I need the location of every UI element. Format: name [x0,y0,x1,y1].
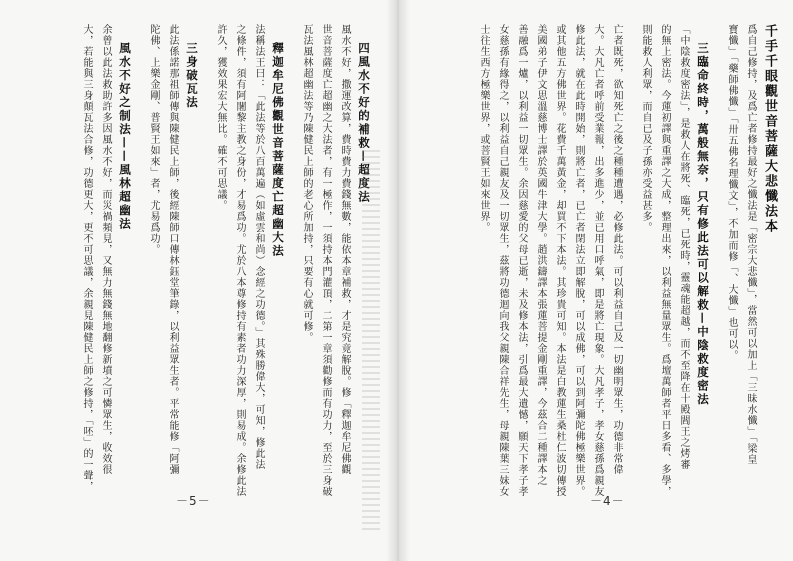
text-column: 風水不好，撒運改算，費時費力費錢無數，能依本章補救，才是究竟解脫。修「釋迦牟尼佛觀 [339,24,350,475]
text-column: 之條件，須有阿闍黎主教之身份，才易爲功。尤於八本尊修持有素者功力深厚，則易成。余修此法 [234,24,245,497]
text-column: 修此法，就在此時開始，則將亡者，已亡者閉法立即解脫，可以成佛，可以到阿彌陀佛極樂世界。 [573,24,584,497]
text-column [629,24,633,324]
text-column: 「中陰救度密法」，是救人在將死、臨死，已死時，靈魂能超越，而不至降在十殿閻王之烤審 [678,24,689,470]
page-number: －4－ [590,494,625,508]
text-column [715,24,719,324]
text-column: 四風水不好的補救—超度法 [357,42,371,204]
text-column: 釋迦牟尼佛觀世音菩薩度亡超幽大法 [271,42,285,258]
text-column: 三身破瓦法 [185,42,199,110]
text-column: 寶懺」「藥師佛懺」「卅五佛名理懺文」，不加而修「、大懺」也可以。 [726,24,737,361]
scan-smudge [362,150,380,530]
text-column: 瓦法風林超幽法等乃陳健民上師的老心所加持，只要有心就可修。 [301,24,312,343]
text-column: 世音菩薩度亡超幽之大法者，有一極作，一須持本門灌頂，二第一章須勸修而有功力，至於三身破 [320,24,331,497]
text-column: 或其他五方佛世界。花費千萬黃金，却買不下本法。其珍貴可知。本法是白教蓮生桑杜仁波切傳授 [554,24,565,497]
text-column: 的無上密法。今蓮初譯與重譯之大成，整理出來，以利益無量眾生。爲壇萬師者平日多看、多學， [659,24,670,497]
right-page [398,0,793,561]
text-column: 士往生西方極樂世界，或菩賢王如來世界。 [478,24,489,233]
left-text-columns [40,24,371,497]
text-column: 大。大凡亡者呼前受業報，出多進少，並已用口呼氣，即是將亡現象。大凡孝子，孝女慈孫爲親友 [592,24,603,497]
text-column [204,24,208,324]
text-column: 亡者既死，欲知死亡之後之種種遭遇，必修此法。可以利益自己及一切幽明眾生，功德非常偉 [611,24,622,475]
text-column [290,24,294,324]
text-column: 余曾以此法救助許多因風水不好，而災禍頻見，又無力無錢無地翻修新墳之可憐眾生，收效很 [100,24,111,475]
text-column: 許久，獲效果宏大無比。確不可思議。 [215,24,226,211]
text-column: 美國弟子伊文思溫慈博士譯於英國牛津大學。趙洪鑄譯本張蓮菩提金剛重譯，今茲合二種譯本之 [535,24,546,486]
text-column: 風水不好之制法——風林超幽法 [118,42,132,231]
text-column: 三臨命終時，萬般無奈，只有修此法可以解救—中陰救度密法 [696,42,710,407]
text-column: 法稱法王曰：「此法等於八百萬遍（如虛雲和尚）念經之功德。」其殊勝偉大，可知，修此法 [253,24,264,470]
text-column: 此法係諾那祖師傳與陳健民上師，後經陳師口傳林鈺堂筆錄，以利益眾生者。平常能修「阿彌 [167,24,178,475]
text-column: 大，若能與三身顛瓦法合修，功德更大，更不可思議，余親見陳健民上師之修持，「呸」的一聲， [81,24,92,492]
text-column [137,24,141,324]
page-number: －5－ [176,494,211,508]
text-column: 爲自己修持，及爲亡者修持最好之懺法是「密宗大悲懺」，當然可以加上「三昧水懺」「梁皇 [745,24,756,465]
text-column: 千手千眼觀世音菩薩大悲懺法本 [762,24,777,234]
text-column: 則能救人利眾，而自已及子孫亦受益甚多。 [640,24,651,233]
text-column: 陀佛、上樂金剛、普賢王如來」者，尤易爲功。 [148,24,159,255]
right-text-columns [420,24,777,497]
text-column: 善融爲一爐，以利益一切眾生。余因慈愛的父母已逝，未及修本法，引爲最大遺憾，願天下孝子孝 [516,24,527,497]
text-column: 女慈孫有緣得之，以利益自己親友及一切眾生，茲將功德迴向我父親陳合祥先生，母親陳葉三妹女 [497,24,508,497]
